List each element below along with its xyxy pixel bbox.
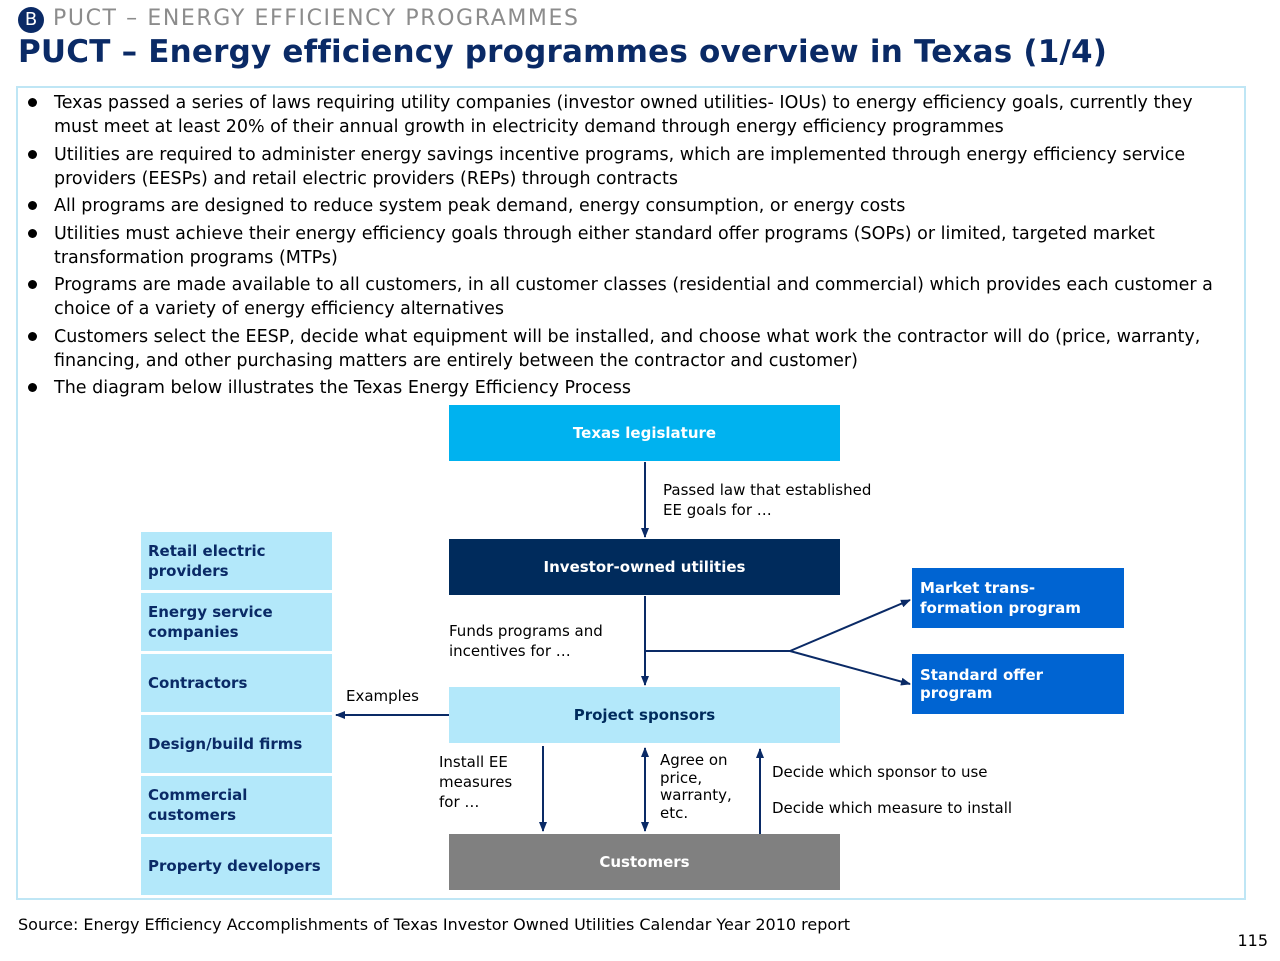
bullet-item: Customers select the EESP, decide what equipment will be installed, and choose what work the contractor will do (price, warranty, financing, and other purchasing matters are entirely between the contractor and customer) [26,325,1226,373]
bullet-item: Utilities must achieve their energy efficiency goals through either standard offer programs (SOPs) or limited, targeted market transformation programs (MTPs) [26,222,1226,270]
arrow-to-sop [790,651,910,684]
example-property-developers: Property developers [141,837,332,895]
bullet-item: Utilities are required to administer energy savings incentive programs, which are implemented through energy efficiency service providers (EESPs) and retail electric providers (REPs) through contracts [26,143,1226,191]
bullet-item: Programs are made available to all customers, in all customer classes (residential and commercial) which provides each customer a choice of a variety of energy efficiency alternatives [26,273,1226,321]
note-decide-measure: Decide which measure to install [772,799,1013,817]
example-contractors: Contractors [141,654,332,712]
arrow-to-mtp [790,600,910,651]
note-passed-law: Passed law that established EE goals for … [663,481,872,519]
section-label: PUCT – ENERGY EFFICIENCY PROGRAMMES [53,6,580,31]
example-design-build-firms: Design/build firms [141,715,332,773]
source-note: Source: Energy Efficiency Accomplishments of Texas Investor Owned Utilities Calendar Year 2010 report [18,915,851,934]
page-number: 115 [1237,931,1268,950]
section-badge: B [18,7,44,33]
box-investor-owned-utilities: Investor-owned utilities [449,539,840,595]
note-decide-sponsor: Decide which sponsor to use [772,763,988,781]
example-energy-service-companies: Energy service companies [141,593,332,651]
bullet-item: The diagram below illustrates the Texas Energy Efficiency Process [26,376,1226,400]
box-texas-legislature: Texas legislature [449,405,840,461]
bullet-item: Texas passed a series of laws requiring utility companies (investor owned utilities- IOUs) to energy efficiency goals, currently they must meet at least 20% of their annual growth in electricity demand through energy efficiency programmes [26,91,1226,139]
note-examples: Examples [346,687,419,705]
box-market-transformation-program: Market trans-formation program [912,568,1124,628]
examples-list [141,532,332,898]
box-standard-offer-program: Standard offer program [912,654,1124,714]
box-project-sponsors: Project sponsors [449,687,840,743]
page-title: PUCT – Energy efficiency programmes overview in Texas (1/4) [18,34,1108,70]
example-commercial-customers: Commercial customers [141,776,332,834]
note-install-measures: Install EE measures for … [439,753,513,811]
bullet-item: All programs are designed to reduce system peak demand, energy consumption, or energy costs [26,194,1226,218]
box-customers: Customers [449,834,840,890]
note-agree-on-price: Agree on price, warranty, etc. [660,751,732,822]
example-retail-electric-providers: Retail electric providers [141,532,332,590]
note-funds-programs: Funds programs and incentives for … [449,622,603,660]
